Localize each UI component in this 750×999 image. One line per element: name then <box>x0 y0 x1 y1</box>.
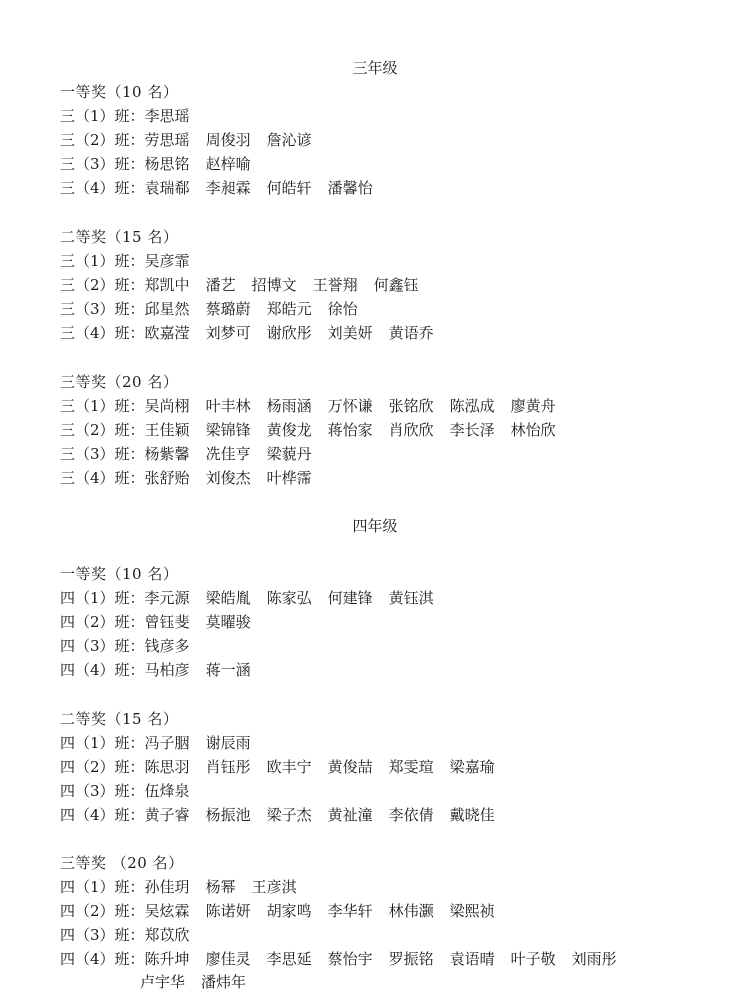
class-label: 四（1）班： <box>60 734 145 752</box>
class-label: 四（1）班： <box>60 878 145 896</box>
student-name: 陈诺妍 <box>205 902 251 920</box>
class-row <box>60 612 251 632</box>
class-label: 三（3）班： <box>60 445 145 463</box>
student-name: 张铭欣 <box>388 397 434 415</box>
award-heading: 三等奖 （20 名） <box>60 854 184 872</box>
award-heading: 二等奖（15 名） <box>60 710 179 728</box>
student-name: 杨紫馨 <box>144 445 190 463</box>
award-heading: 二等奖（15 名） <box>60 228 179 246</box>
student-name: 欧丰宁 <box>266 758 312 776</box>
class-row <box>60 925 190 945</box>
class-label: 三（2）班： <box>60 421 145 439</box>
student-name: 刘梦可 <box>205 324 251 342</box>
student-name: 卢宇华 <box>140 973 186 991</box>
award-heading: 一等奖（10 名） <box>60 83 179 101</box>
student-name: 陈思羽 <box>144 758 190 776</box>
class-row <box>60 949 617 969</box>
class-label: 四（2）班： <box>60 902 145 920</box>
class-row <box>60 733 251 753</box>
award-heading: 一等奖（10 名） <box>60 565 179 583</box>
student-name: 胡家鸣 <box>266 902 312 920</box>
student-name: 戴晓佳 <box>449 806 495 824</box>
student-name: 梁皓胤 <box>205 589 251 607</box>
student-name: 杨幂 <box>205 878 236 896</box>
class-label: 三（3）班： <box>60 155 145 173</box>
student-name: 郑苡欣 <box>144 926 190 944</box>
student-name: 林伟灏 <box>388 902 434 920</box>
class-row <box>60 396 556 416</box>
student-name: 何皓轩 <box>266 179 312 197</box>
student-name: 王彦淇 <box>251 878 297 896</box>
student-name: 潘馨怡 <box>327 179 373 197</box>
class-row <box>60 468 312 488</box>
class-row-continuation <box>140 972 246 992</box>
class-label: 四（3）班： <box>60 926 145 944</box>
class-label: 四（3）班： <box>60 782 145 800</box>
student-name: 肖欣欣 <box>388 421 434 439</box>
class-label: 三（4）班： <box>60 469 145 487</box>
student-name: 郑凯中 <box>144 276 190 294</box>
class-label: 三（1）班： <box>60 397 145 415</box>
class-label: 三（1）班： <box>60 107 145 125</box>
class-row <box>60 636 190 656</box>
class-row <box>60 178 373 198</box>
class-row <box>60 660 251 680</box>
student-name: 梁藐丹 <box>266 445 312 463</box>
student-name: 马柏彦 <box>144 661 190 679</box>
class-row <box>60 251 190 271</box>
class-row <box>60 323 434 343</box>
student-name: 林怡欣 <box>510 421 556 439</box>
class-label: 四（3）班： <box>60 637 145 655</box>
student-name: 叶子敬 <box>510 950 556 968</box>
student-name: 刘俊杰 <box>205 469 251 487</box>
student-name: 蒋一涵 <box>205 661 251 679</box>
student-name: 周俊羽 <box>205 131 251 149</box>
student-name: 黄钰淇 <box>388 589 434 607</box>
student-name: 杨雨涵 <box>266 397 312 415</box>
grade-title: 三年级 <box>352 59 398 77</box>
student-name: 叶丰林 <box>205 397 251 415</box>
class-label: 三（4）班： <box>60 179 145 197</box>
student-name: 潘炜年 <box>201 973 247 991</box>
student-name: 谢欣彤 <box>266 324 312 342</box>
student-name: 廖佳灵 <box>205 950 251 968</box>
class-row <box>60 299 358 319</box>
student-name: 郑雯瑄 <box>388 758 434 776</box>
student-name: 刘雨彤 <box>571 950 617 968</box>
student-name: 蔡怡宇 <box>327 950 373 968</box>
class-label: 四（4）班： <box>60 661 145 679</box>
student-name: 李华轩 <box>327 902 373 920</box>
class-label: 三（2）班： <box>60 131 145 149</box>
student-name: 黄俊喆 <box>327 758 373 776</box>
student-name: 陈泓成 <box>449 397 495 415</box>
student-name: 谢辰雨 <box>205 734 251 752</box>
class-label: 三（2）班： <box>60 276 145 294</box>
student-name: 李依倩 <box>388 806 434 824</box>
class-label: 四（1）班： <box>60 589 145 607</box>
student-name: 招博文 <box>251 276 297 294</box>
class-label: 三（4）班： <box>60 324 145 342</box>
student-name: 梁嘉瑜 <box>449 758 495 776</box>
student-name: 蔡璐蔚 <box>205 300 251 318</box>
student-name: 何鑫钰 <box>373 276 419 294</box>
student-name: 王佳颖 <box>144 421 190 439</box>
student-name: 欧嘉滢 <box>144 324 190 342</box>
award-heading: 三等奖（20 名） <box>60 373 179 391</box>
student-name: 郑皓元 <box>266 300 312 318</box>
student-name: 邱星然 <box>144 300 190 318</box>
student-name: 杨振池 <box>205 806 251 824</box>
student-name: 詹沁谚 <box>266 131 312 149</box>
class-row <box>60 444 312 464</box>
student-name: 曾钰斐 <box>144 613 190 631</box>
class-label: 四（2）班： <box>60 758 145 776</box>
student-name: 莫曜骏 <box>205 613 251 631</box>
class-label: 四（4）班： <box>60 806 145 824</box>
student-name: 廖黄舟 <box>510 397 556 415</box>
class-label: 四（2）班： <box>60 613 145 631</box>
student-name: 钱彦多 <box>144 637 190 655</box>
student-name: 李长泽 <box>449 421 495 439</box>
student-name: 杨思铭 <box>144 155 190 173</box>
student-name: 袁语晴 <box>449 950 495 968</box>
student-name: 孙佳玥 <box>144 878 190 896</box>
student-name: 陈升坤 <box>144 950 190 968</box>
class-label: 三（1）班： <box>60 252 145 270</box>
student-name: 黄语乔 <box>388 324 434 342</box>
student-name: 黄俊龙 <box>266 421 312 439</box>
student-name: 吴尚栩 <box>144 397 190 415</box>
student-name: 冼佳亨 <box>205 445 251 463</box>
class-label: 四（4）班： <box>60 950 145 968</box>
student-name: 罗振铭 <box>388 950 434 968</box>
class-row <box>60 901 495 921</box>
student-name: 刘美妍 <box>327 324 373 342</box>
student-name: 王誉翔 <box>312 276 358 294</box>
student-name: 张舒贻 <box>144 469 190 487</box>
student-name: 梁锦锋 <box>205 421 251 439</box>
student-name: 潘艺 <box>205 276 236 294</box>
student-name: 肖钰彤 <box>205 758 251 776</box>
student-name: 梁熙祯 <box>449 902 495 920</box>
student-name: 吴炫霖 <box>144 902 190 920</box>
student-name: 黄子睿 <box>144 806 190 824</box>
student-name: 赵梓喻 <box>205 155 251 173</box>
class-row <box>60 781 190 801</box>
class-row <box>60 757 495 777</box>
student-name: 梁子杰 <box>266 806 312 824</box>
student-name: 陈家弘 <box>266 589 312 607</box>
class-row <box>60 805 495 825</box>
student-name: 万怀谦 <box>327 397 373 415</box>
class-label: 三（3）班： <box>60 300 145 318</box>
class-row <box>60 877 297 897</box>
student-name: 李昶霖 <box>205 179 251 197</box>
class-row <box>60 588 434 608</box>
class-row <box>60 275 419 295</box>
student-name: 冯子胭 <box>144 734 190 752</box>
student-name: 李思延 <box>266 950 312 968</box>
class-row <box>60 130 312 150</box>
student-name: 李元源 <box>144 589 190 607</box>
student-name: 黄祉潼 <box>327 806 373 824</box>
class-row <box>60 420 556 440</box>
student-name: 吴彦霏 <box>144 252 190 270</box>
grade-title: 四年级 <box>352 517 398 535</box>
student-name: 袁瑞郗 <box>144 179 190 197</box>
student-name: 李思瑶 <box>144 107 190 125</box>
student-name: 劳思瑶 <box>144 131 190 149</box>
student-name: 蒋怡家 <box>327 421 373 439</box>
student-name: 伍烽泉 <box>144 782 190 800</box>
student-name: 叶桦霈 <box>266 469 312 487</box>
class-row <box>60 154 251 174</box>
student-name: 何建锋 <box>327 589 373 607</box>
class-row <box>60 106 190 126</box>
student-name: 徐怡 <box>327 300 358 318</box>
